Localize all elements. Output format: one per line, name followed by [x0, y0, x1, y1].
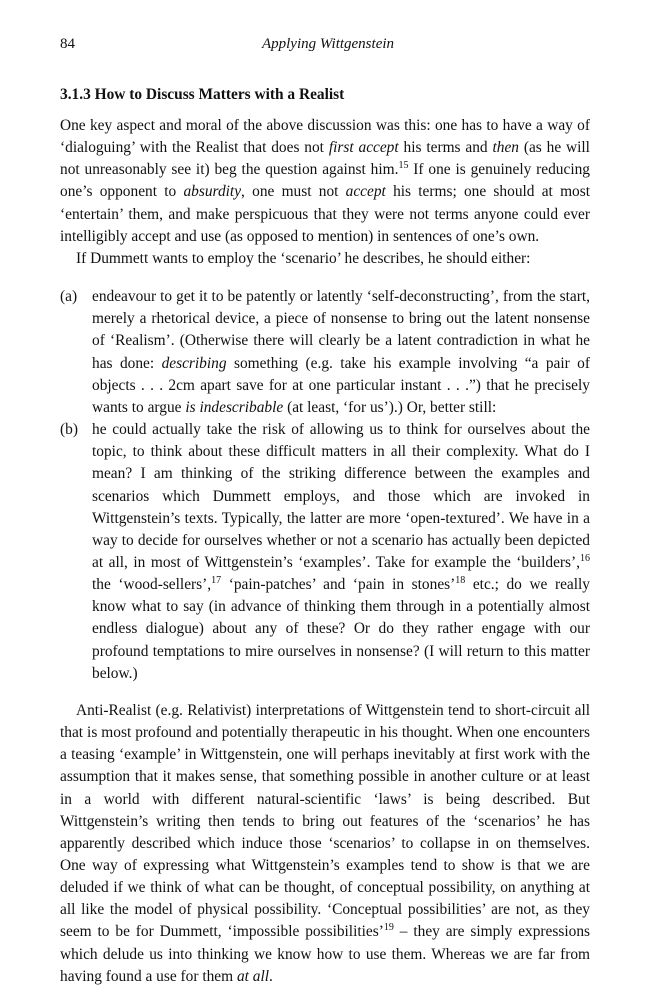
running-title: Applying Wittgenstein — [261, 36, 395, 52]
text-run: . — [269, 967, 273, 985]
emphasis: is indescribable — [185, 398, 284, 416]
option-list — [60, 286, 590, 685]
text-run: , one must not — [241, 183, 346, 201]
text-run: If one is genuinely reducing one’s opponent to — [60, 161, 590, 201]
paragraph-1 — [60, 115, 590, 248]
emphasis: at all — [236, 967, 270, 985]
emphasis: then — [492, 139, 519, 157]
text-run: something (e.g. take his example involving “a pair of objects . . . 2cm apart save for at one particular instant . . .”) that he precisely wants to argue — [92, 354, 590, 416]
page-number: 84 — [60, 36, 75, 52]
text-run: etc.; do we really know what to say (in advance of thinking them through in a potentially almost endless dialogue) about any of these? Or do they rather engage with our profound temptations to mire ourselves in nonsense? (I will return to this matter below.) — [92, 576, 590, 682]
text-run: he could actually take the risk of allowing us to think for ourselves about the topic, to think about these difficult matters in all their complexity. What do I mean? I am thinking of the striking difference between the examples and scenarios which Dummett employs, and those which are invoked in Wittgenstein’s texts. Typically, the latter are more ‘open-textured’. We have in a way to decide for ourselves whether or not a scenario has actually been depicted at all, in most of Wittgenstein’s ‘examples’. Take for example the ‘builders’, — [92, 421, 590, 571]
footnote-ref: 19 — [383, 922, 394, 934]
emphasis: accept — [345, 183, 386, 201]
section-heading: 3.1.3 How to Discuss Matters with a Realist — [60, 86, 345, 103]
text-run: – they are simply expressions which delude us into thinking we know how to use them. Whereas we are far from having found a use for them — [60, 923, 591, 985]
text-run: Anti-Realist (e.g. Relativist) interpretations of Wittgenstein tend to short-circuit all that is most profound and potentially therapeutic in his thought. When one encounters a teasing ‘example’ in Wittgenstein, one will perhaps inevitably at first work with the assumption that it makes sense, that something possible in another culture or at least in a world with different natural-scientific ‘laws’ is being described. But Wittgenstein’s writing then tends to bring out features of the ‘scenarios’ he has apparently described which induce those ‘scenarios’ to collapse in on themselves. One way of expressing what Wittgenstein’s examples tend to show is that we are deluded if we think of what can be thought, of conceptual possibility, on anything at all like the model of physical possibility. ‘Conceptual possibilities’ are not, as they seem to be for Dummett, ‘impossible possibilities’ — [60, 701, 590, 941]
paragraph-2: If Dummett wants to employ the ‘scenario’ he describes, he should either: — [76, 249, 531, 267]
paragraph-3 — [60, 700, 590, 988]
text-run: ‘pain-patches’ and ‘pain in stones’ — [221, 576, 456, 594]
page-body — [60, 84, 590, 988]
text-run: the ‘wood-sellers’, — [92, 576, 212, 594]
list-item-b — [60, 419, 590, 685]
text-run: his terms; one should at most ‘entertain’ them, and make perspicuous that they were not terms anyone could ever intelligibly accept and use (as opposed to mention) in sentences of one’s own. — [60, 183, 590, 245]
list-label: (a) — [60, 288, 78, 306]
footnote-ref: 17 — [211, 575, 222, 587]
emphasis: absurdity — [183, 183, 242, 201]
list-label: (b) — [60, 421, 78, 439]
text-run: endeavour to get it to be patently or latently ‘self-deconstructing’, from the start, merely a rhetorical device, a piece of nonsense to bring out the latent nonsense of ‘Realism’. (Otherwise there will clearly be a latent contradiction in what he has done: — [92, 288, 590, 372]
text-run: (at least, ‘for us’).) Or, better still: — [283, 398, 497, 416]
list-item-a — [60, 286, 590, 419]
text-run: his terms and — [398, 139, 493, 157]
text-run: One key aspect and moral of the above discussion was this: one has to have a way of ‘dialoguing’ with the Realist that does not — [60, 117, 590, 157]
emphasis: first accept — [328, 139, 399, 157]
emphasis: describing — [161, 354, 227, 372]
text-run: (as he will not unreasonably see it) beg the question against him. — [60, 139, 590, 179]
footnote-ref: 18 — [455, 575, 466, 587]
footnote-ref: 15 — [398, 160, 409, 172]
footnote-ref: 16 — [580, 552, 590, 564]
